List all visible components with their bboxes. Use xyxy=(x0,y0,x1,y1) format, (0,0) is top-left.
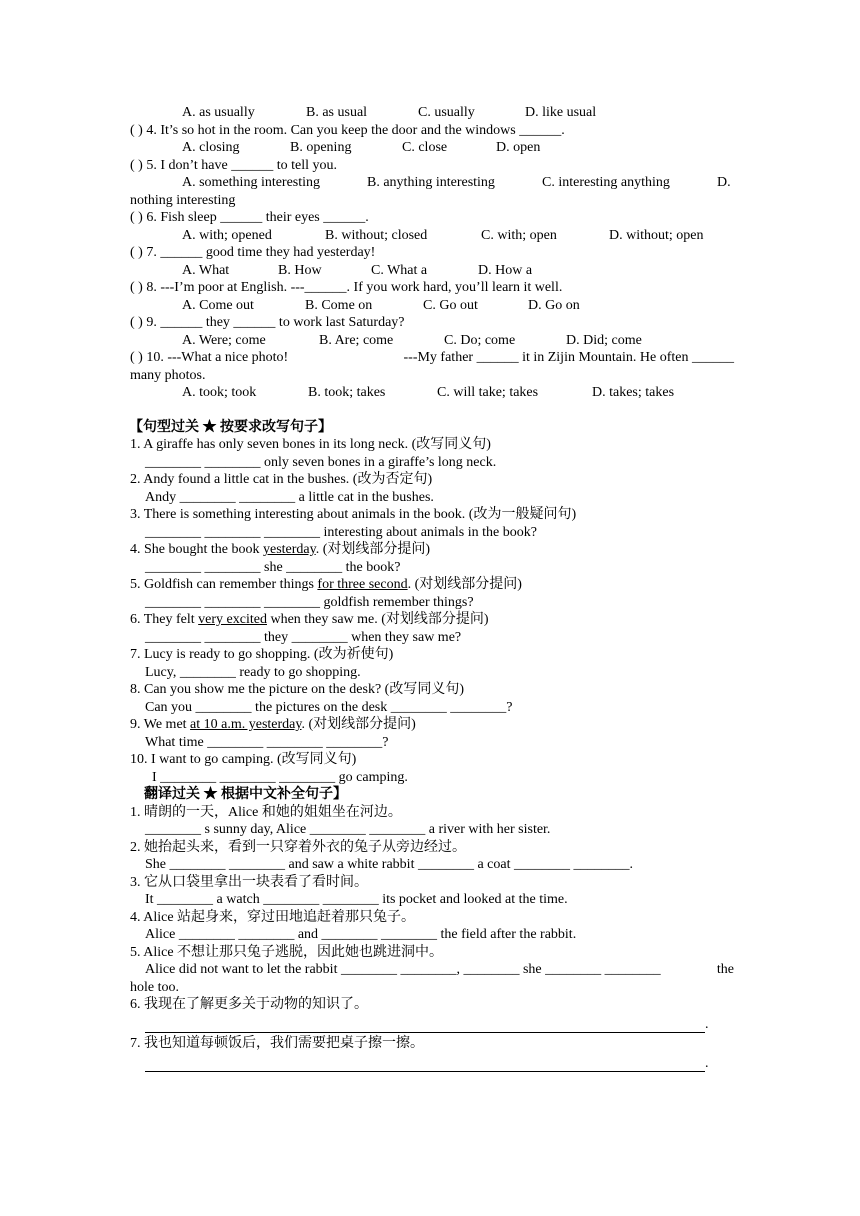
q10-stem-part2: ---My father ______ it in Zijin Mountain. He often ______ xyxy=(403,350,734,365)
q3-option-a: A. as usually xyxy=(182,105,255,120)
worksheet-page xyxy=(130,104,734,1072)
translate-q6: 6. 我现在了解更多关于动物的知识了。 xyxy=(130,997,368,1012)
q10-stem-part1: ( ) 10. ---What a nice photo! xyxy=(130,350,289,365)
q8-option-a: A. Come out xyxy=(182,297,254,313)
translate-answer[interactable]: She ________ ________ and saw a white rabbit ________ a coat ________ ________. xyxy=(145,857,633,872)
rewrite-question xyxy=(130,506,734,524)
q4-options xyxy=(130,139,734,157)
answer-period: . xyxy=(705,1016,709,1032)
answer-line[interactable] xyxy=(145,1018,705,1033)
q10-option-a: A. took; took xyxy=(182,385,257,400)
rewrite-answer[interactable]: I ________ ________ ________ go camping. xyxy=(152,769,408,785)
rewrite-question-suffix: . (对划线部分提问) xyxy=(301,717,416,732)
rewrite-question xyxy=(130,576,734,594)
q5-stem: ( ) 5. I don’t have ______ to tell you. xyxy=(130,157,337,173)
rewrite-question xyxy=(130,716,734,734)
q10-stem xyxy=(130,349,734,367)
rewrite-list xyxy=(130,436,734,786)
underlined-phrase: at 10 a.m. yesterday xyxy=(190,717,302,732)
q9-option-d: D. Did; come xyxy=(566,332,642,348)
rewrite-question-suffix: . (对划线部分提问) xyxy=(315,542,431,557)
q6-option-d: D. without; open xyxy=(609,227,704,243)
translate-a5-cont: hole too. xyxy=(130,979,179,995)
translate-a5 xyxy=(130,961,734,979)
q5-option-d-cont: nothing interesting xyxy=(130,192,236,208)
translate-answer[interactable]: ________ s sunny day, Alice ________ ________ a river with her sister. xyxy=(145,822,551,837)
rewrite-question-suffix: . (对划线部分提问) xyxy=(407,577,522,592)
q7-stem: ( ) 7. ______ good time they had yesterday! xyxy=(130,245,376,260)
q8-option-b: B. Come on xyxy=(305,297,373,313)
translate-a5-part1: Alice did not want to let the rabbit ________ ________, ________ she ________ ________ xyxy=(145,962,661,977)
q4-option-c: C. close xyxy=(402,140,448,155)
translate-question: 4. Alice 站起身来，穿过田地追赶着那只兔子。 xyxy=(130,909,416,925)
rewrite-answer[interactable]: ________ ________ they ________ when they saw me? xyxy=(145,629,462,645)
underlined-phrase: very excited xyxy=(198,612,267,627)
q3-option-c: C. usually xyxy=(418,105,475,120)
rewrite-answer[interactable]: What time ________ ________ ________? xyxy=(145,734,389,750)
q10-option-b: B. took; takes xyxy=(308,385,386,400)
rewrite-answer[interactable]: Can you ________ the pictures on the desk ________ ________? xyxy=(145,699,513,715)
translate-list xyxy=(130,804,734,944)
q7-option-d: D. How a xyxy=(478,262,533,278)
translate-q5: 5. Alice 不想让那只兔子逃脱，因此她也跳进洞中。 xyxy=(130,944,444,960)
rewrite-question-text: 9. We met xyxy=(130,717,191,732)
translate-heading: 翻译过关 ★ 根据中文补全句子】 xyxy=(144,787,347,802)
rewrite-question-text: 5. Goldfish can remember things xyxy=(130,577,318,592)
rewrite-question-text: 4. She bought the book xyxy=(130,542,263,557)
rewrite-question-text: 7. Lucy is ready to go shopping. (改为祈使句) xyxy=(130,647,394,662)
rewrite-question xyxy=(130,681,734,699)
q8-option-c: C. Go out xyxy=(423,297,478,313)
q5-option-a: A. something interesting xyxy=(182,175,321,190)
translate-question: 2. 她抬起头来，看到一只穿着外衣的兔子从旁边经过。 xyxy=(130,839,466,855)
q9-stem: ( ) 9. ______ they ______ to work last Saturday? xyxy=(130,315,405,330)
rewrite-answer[interactable]: ________ ________ she ________ the book? xyxy=(145,559,401,575)
rewrite-question xyxy=(130,471,734,489)
rewrite-answer[interactable]: Lucy, ________ ready to go shopping. xyxy=(145,664,361,680)
q6-stem: ( ) 6. Fish sleep ______ their eyes ______. xyxy=(130,210,369,225)
rewrite-question-suffix: when they saw me. (对划线部分提问) xyxy=(266,612,489,627)
q9-option-b: B. Are; come xyxy=(319,332,394,348)
rewrite-question-text: 2. Andy found a little cat in the bushes. (改为否定句) xyxy=(130,472,433,487)
q10-option-c: C. will take; takes xyxy=(437,385,539,400)
rewrite-question xyxy=(130,751,734,769)
q4-stem: ( ) 4. It’s so hot in the room. Can you keep the door and the windows ______. xyxy=(130,122,565,138)
q6-option-c: C. with; open xyxy=(481,227,557,243)
q9-option-a: A. Were; come xyxy=(182,332,266,348)
q3-option-b: B. as usual xyxy=(306,105,368,120)
translate-a7 xyxy=(130,1055,734,1073)
q10-stem-cont: many photos. xyxy=(130,367,206,383)
rewrite-question-text: 3. There is something interesting about animals in the book. (改为一般疑问句) xyxy=(130,507,577,522)
rewrite-question xyxy=(130,646,734,664)
rewrite-question xyxy=(130,611,734,629)
rewrite-answer[interactable]: ________ ________ ________ interesting about animals in the book? xyxy=(145,524,537,540)
q7-option-a: A. What xyxy=(182,262,230,278)
answer-period: . xyxy=(705,1055,709,1071)
q4-option-d: D. open xyxy=(496,140,541,155)
translate-a5-part2: the xyxy=(716,962,734,977)
q6-option-a: A. with; opened xyxy=(182,227,272,243)
q5-option-b: B. anything interesting xyxy=(367,175,495,190)
translate-answer[interactable]: It ________ a watch ________ ________ its pocket and looked at the time. xyxy=(145,892,568,907)
rewrite-question-text: 10. I want to go camping. (改写同义句) xyxy=(130,752,357,767)
q7-option-b: B. How xyxy=(278,262,322,278)
rewrite-question xyxy=(130,436,734,454)
q3-options xyxy=(130,104,734,122)
q9-option-c: C. Do; come xyxy=(444,332,516,348)
rewrite-question xyxy=(130,541,734,559)
q10-option-d: D. takes; takes xyxy=(592,385,675,400)
translate-q7: 7. 我也知道每顿饭后，我们需要把桌子擦一擦。 xyxy=(130,1036,424,1051)
q9-options xyxy=(130,332,734,350)
translate-answer[interactable]: Alice ________ ________ and ________ ________ the field after the rabbit. xyxy=(145,927,577,942)
q10-options xyxy=(130,384,734,402)
q8-options xyxy=(130,297,734,315)
rewrite-question-text: 1. A giraffe has only seven bones in its long neck. (改写同义句) xyxy=(130,437,491,452)
answer-line[interactable] xyxy=(145,1057,705,1072)
q3-option-d: D. like usual xyxy=(525,105,597,120)
rewrite-question-text: 6. They felt xyxy=(130,612,199,627)
q6-option-b: B. without; closed xyxy=(325,227,428,243)
q7-options xyxy=(130,262,734,280)
rewrite-answer[interactable]: Andy ________ ________ a little cat in the bushes. xyxy=(145,489,434,505)
rewrite-answer[interactable]: ________ ________ only seven bones in a giraffe’s long neck. xyxy=(145,454,497,470)
q4-option-b: B. opening xyxy=(290,140,352,155)
q7-option-c: C. What a xyxy=(371,262,428,278)
translate-question: 1. 晴朗的一天，Alice 和她的姐姐坐在河边。 xyxy=(130,804,402,820)
q5-options xyxy=(130,174,734,192)
underlined-phrase: yesterday xyxy=(263,542,316,557)
rewrite-question-text: 8. Can you show me the picture on the desk? (改写同义句) xyxy=(130,682,464,697)
q4-option-a: A. closing xyxy=(182,140,240,155)
translate-question: 3. 它从口袋里拿出一块表看了看时间。 xyxy=(130,874,368,890)
q8-option-d: D. Go on xyxy=(528,297,580,313)
q5-option-d: D. xyxy=(717,175,731,190)
q8-stem: ( ) 8. ---I’m poor at English. ---______. If you work hard, you’ll learn it well. xyxy=(130,280,563,295)
underlined-phrase: for three second xyxy=(317,577,408,592)
rewrite-answer[interactable]: ________ ________ ________ goldfish remember things? xyxy=(145,594,474,610)
q6-options xyxy=(130,227,734,245)
q5-option-c: C. interesting anything xyxy=(542,175,670,190)
rewrite-heading: 【句型过关 ★ 按要求改写句子】 xyxy=(129,419,332,435)
translate-a6 xyxy=(130,1016,734,1034)
